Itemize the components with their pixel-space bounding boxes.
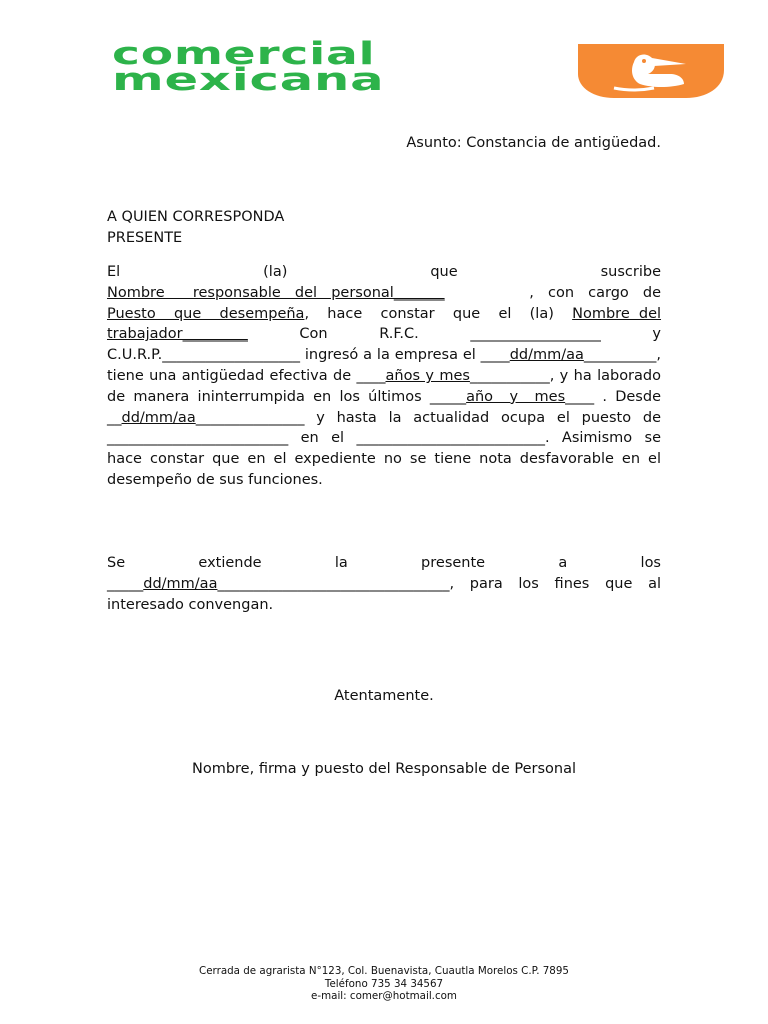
pelican-logo-icon [574, 44, 724, 98]
field-desde: dd/mm/aa [121, 409, 196, 426]
field-responsable: Nombre responsable del personal_______ [107, 284, 445, 301]
body-text-6: ___________, y ha laborado de manera ininterrumpida en los últimos _____ [107, 367, 661, 405]
logo-line-2: mexicana [112, 62, 385, 98]
body-paragraph [107, 262, 661, 491]
sign-off: Atentamente. [334, 688, 434, 704]
body-text-2: , con cargo de [444, 284, 662, 301]
field-trabajador: Nombre del trabajador_________ [107, 305, 662, 343]
closing-text: , para los fines que al interesado convengan. [107, 575, 661, 613]
footer [0, 965, 768, 1003]
salutation-line-1: A QUIEN CORRESPONDA [107, 209, 285, 225]
footer-phone: Teléfono 735 34 34567 [324, 977, 444, 990]
company-logo-wordmark [112, 36, 548, 98]
body-text-7: ____ . Desde __ [107, 388, 661, 426]
body-text-1: El (la) que suscribe [107, 264, 661, 280]
field-fecha-ingreso: dd/mm/aa [509, 347, 584, 364]
body-text-5: __________, tiene una antigüedad efectiva de ____ [107, 347, 661, 384]
footer-email: e-mail: comer@hotmail.com [311, 990, 457, 1002]
closing-rest [107, 574, 661, 616]
closing-line-1: Se extiende la presente a los [107, 555, 661, 571]
salutation [107, 207, 661, 249]
footer-address: Cerrada de agrarista N°123, Col. Buenavista, Cuautla Morelos C.P. 7895 [199, 965, 569, 977]
field-puesto: Puesto que desempeña [107, 305, 305, 322]
subject-line: Asunto: Constancia de antigüedad. [406, 135, 661, 151]
closing-blank-1: _____ [107, 575, 144, 592]
salutation-line-2: PRESENTE [107, 229, 183, 246]
closing-blank-2: ________________________________ [217, 575, 450, 592]
body-text-8: _______________ y hasta la actualidad ocupa el puesto de _________________________ en el __________________________. Asimismo se hace constar que en el expediente no se tiene nota desfavorable en el desempeño de sus funciones. [107, 409, 661, 488]
body-text-4: Con R.F.C. __________________ y C.U.R.P.___________________ ingresó a la empresa el ____ [107, 326, 661, 364]
logo-line-1: comercial [112, 36, 376, 72]
closing-paragraph [107, 553, 661, 615]
signature-line: Nombre, firma y puesto del Responsable de Personal [191, 761, 577, 777]
body-text-3: , hace constar que el (la) [304, 305, 573, 322]
field-anio-mes: año y mes [466, 388, 566, 405]
field-fecha-extension: dd/mm/aa [143, 575, 218, 592]
field-anios: años y mes [385, 367, 470, 384]
